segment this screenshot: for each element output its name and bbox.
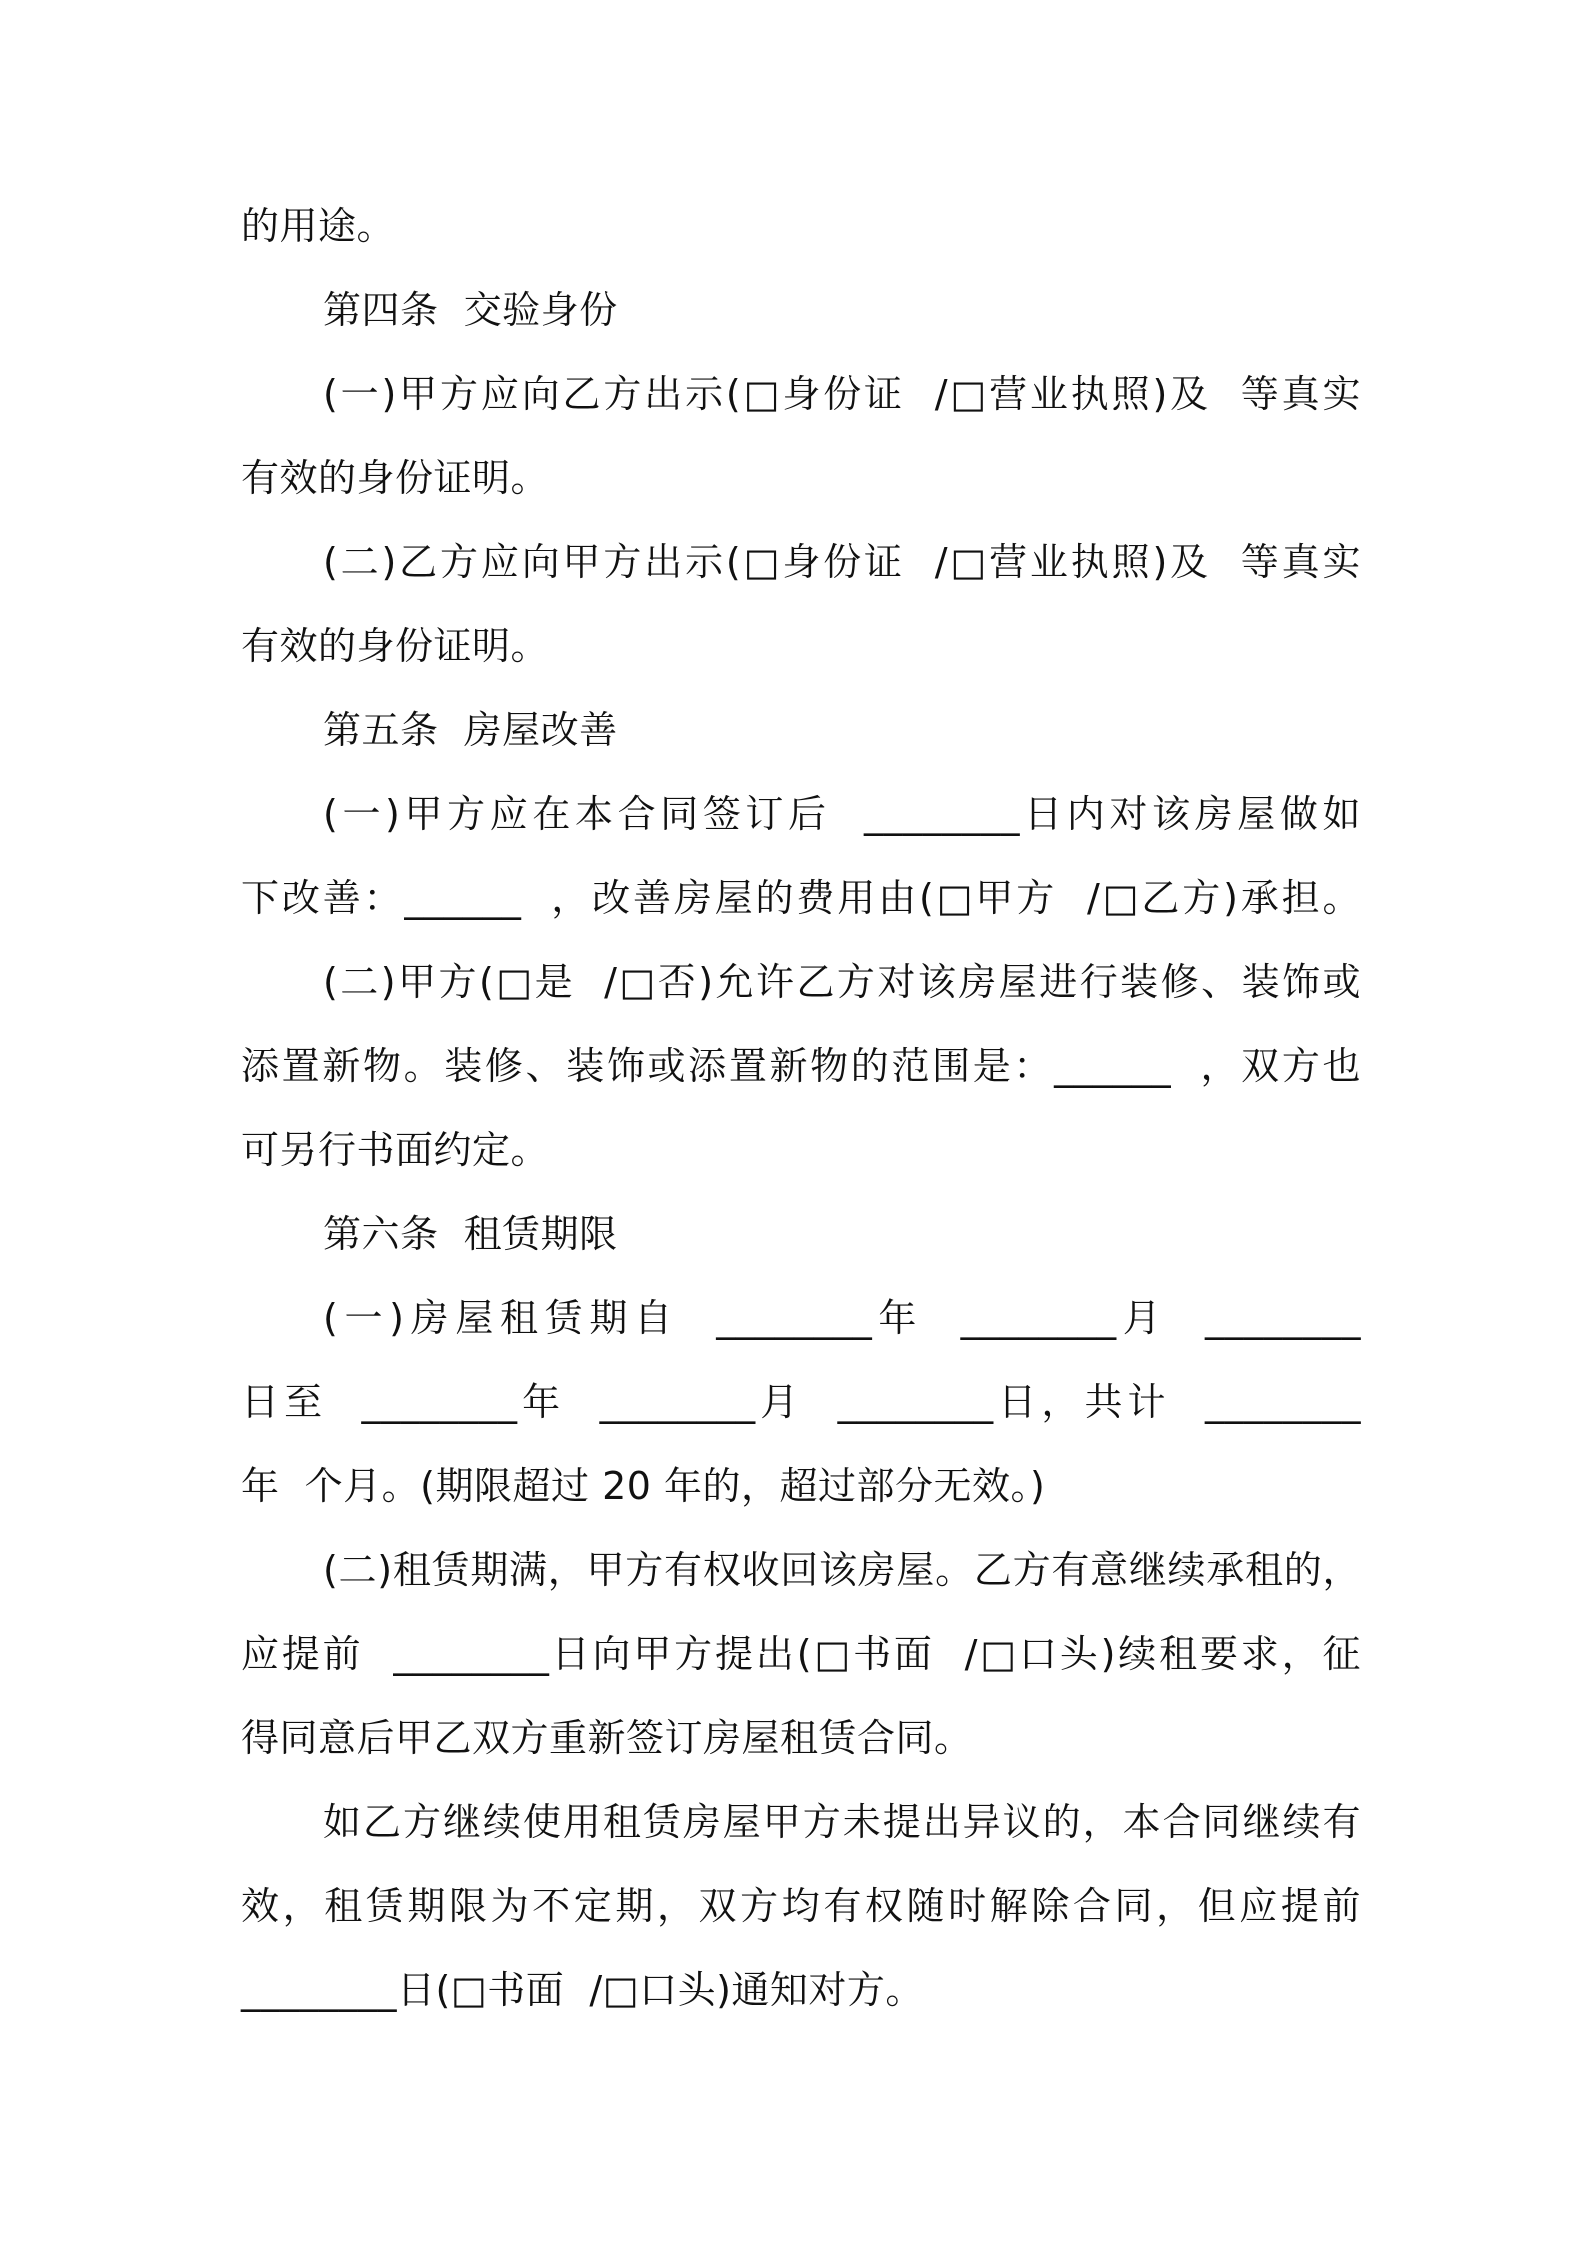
text-line: 日至 ________年 ________月 ________日，共计 ________ xyxy=(241,1380,1361,1424)
text-line: 效，租赁期限为不定期，双方均有权随时解除合同，但应提前 xyxy=(241,1884,1361,1928)
text-line: 年 个月。(期限超过 20 年的，超过部分无效。) xyxy=(241,1464,1046,1508)
article-4-heading: 第四条 交验身份 xyxy=(323,288,618,332)
text-line: 如乙方继续使用租赁房屋甲方未提出异议的，本合同继续有 xyxy=(323,1800,1361,1844)
article-5-heading: 第五条 房屋改善 xyxy=(323,708,618,752)
text-line: (一)甲方应向乙方出示(□身份证 /□营业执照)及 等真实 xyxy=(323,372,1361,416)
text-line: (二)乙方应向甲方出示(□身份证 /□营业执照)及 等真实 xyxy=(323,540,1361,584)
text-line: 有效的身份证明。 xyxy=(241,624,550,668)
text-line: ________日(□书面 /□口头)通知对方。 xyxy=(241,1968,924,2012)
text-line: (二)租赁期满，甲方有权收回该房屋。乙方有意继续承租的， xyxy=(323,1548,1361,1592)
text-line: 有效的身份证明。 xyxy=(241,456,550,500)
text-line: 下改善：______ ，改善房屋的费用由(□甲方 /□乙方)承担。 xyxy=(241,876,1361,920)
text-line: (一)房屋租赁期自 ________年 ________月 ________ xyxy=(323,1296,1361,1340)
text-line: (一)甲方应在本合同签订后 ________日内对该房屋做如 xyxy=(323,792,1361,836)
text-line: (二)甲方(□是 /□否)允许乙方对该房屋进行装修、装饰或 xyxy=(323,960,1361,1004)
text-line: 应提前 ________日向甲方提出(□书面 /□口头)续租要求，征 xyxy=(241,1632,1361,1676)
text-line: 添置新物。装修、装饰或添置新物的范围是：______ ，双方也 xyxy=(241,1044,1361,1088)
text-line: 可另行书面约定。 xyxy=(241,1128,550,1172)
article-6-heading: 第六条 租赁期限 xyxy=(323,1212,618,1256)
text-line: 得同意后甲乙双方重新签订房屋租赁合同。 xyxy=(241,1716,973,1760)
text-line: 的用途。 xyxy=(241,204,396,248)
